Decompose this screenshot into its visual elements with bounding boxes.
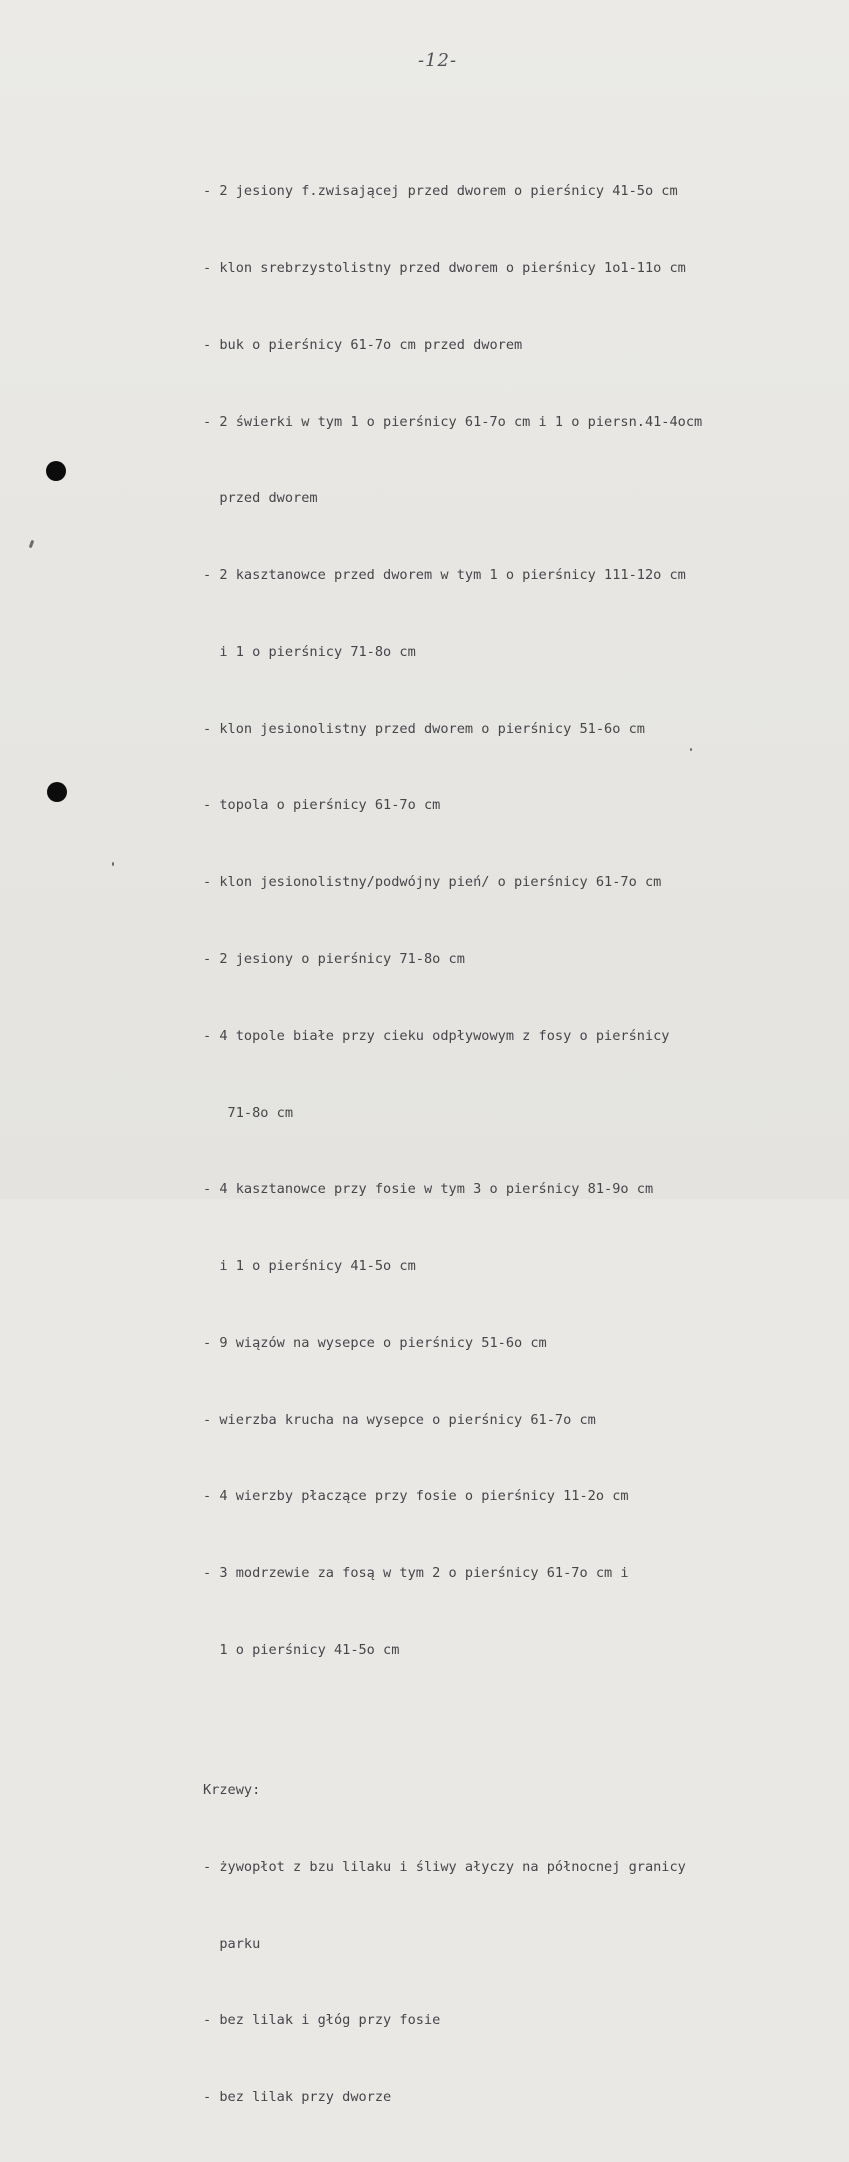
tree-list-item: - buk o pierśnicy 61-7o cm przed dworem xyxy=(203,336,523,353)
tree-list-item: - 3 modrzewie za fosą w tym 2 o pierśnicy 61-7o cm i xyxy=(203,1565,629,1582)
paper-speck xyxy=(690,748,692,751)
tree-list-item: - 2 kasztanowce przed dworem w tym 1 o pierśnicy 111-12o cm xyxy=(203,567,686,584)
tree-list-item: - klon srebrzystolistny przed dworem o pierśnicy 1o1-11o cm xyxy=(203,259,686,276)
punch-hole-upper xyxy=(46,461,66,481)
tree-list-item: - 9 wiązów na wysepce o pierśnicy 51-6o cm xyxy=(203,1334,547,1351)
tree-list-item: - klon jesionolistny/podwójny pień/ o pierśnicy 61-7o cm xyxy=(203,874,662,891)
shrub-list-item: - bez lilak i głóg przy fosie xyxy=(203,2012,441,2029)
page-number: -12- xyxy=(418,50,458,71)
shrub-list-item: parku xyxy=(203,1935,261,1952)
paper-speck xyxy=(112,862,114,866)
tree-list-item: - klon jesionolistny przed dworem o pierśnicy 51-6o cm xyxy=(203,720,645,737)
tree-list-item: przed dworem xyxy=(203,490,318,507)
tree-list-item: - 2 jesiony f.zwisającej przed dworem o pierśnicy 41-5o cm xyxy=(203,183,678,200)
punch-hole-lower xyxy=(47,782,67,802)
tree-list-item: i 1 o pierśnicy 71-8o cm xyxy=(203,643,416,660)
tree-list-item: - 2 jesiony o pierśnicy 71-8o cm xyxy=(203,951,465,967)
paper-speck xyxy=(29,540,35,549)
tree-list-item: - topola o pierśnicy 61-7o cm xyxy=(203,797,441,814)
tree-list-item: 71-8o cm xyxy=(203,1104,294,1121)
section-spacer xyxy=(203,1715,843,1727)
shrub-list-item: - bez lilak przy dworze xyxy=(203,2089,392,2106)
tree-list-item: - wierzba krucha na wysepce o pierśnicy 61-7o cm xyxy=(203,1411,596,1428)
shrub-list-item: - żywopłot z bzu lilaku i śliwy ałyczy na północnej granicy xyxy=(203,1858,686,1875)
tree-list-item: 1 o pierśnicy 41-5o cm xyxy=(203,1642,400,1659)
typed-text-body xyxy=(203,128,843,2162)
tree-list-item: i 1 o pierśnicy 41-5o cm xyxy=(203,1258,416,1275)
shrubs-heading: Krzewy: xyxy=(203,1782,261,1798)
tree-list-item: - 4 kasztanowce przy fosie w tym 3 o pierśnicy 81-9o cm xyxy=(203,1181,654,1198)
tree-list-item: - 4 wierzby płaczące przy fosie o pierśnicy 11-2o cm xyxy=(203,1488,629,1505)
tree-list-item: - 2 świerki w tym 1 o pierśnicy 61-7o cm i 1 o piersn.41-4ocm xyxy=(203,413,703,430)
tree-list-item: - 4 topole białe przy cieku odpływowym z fosy o pierśnicy xyxy=(203,1027,670,1044)
